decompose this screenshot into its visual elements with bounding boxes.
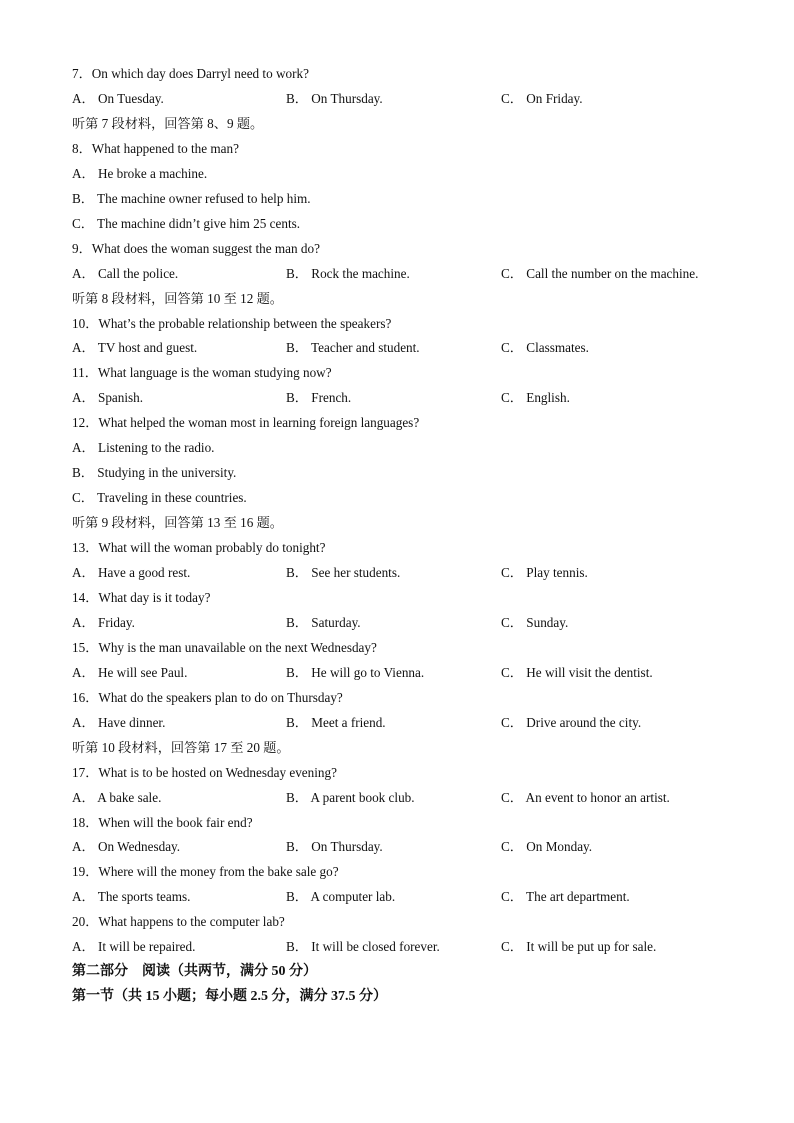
question-text: 10．What’s the probable relationship between the speakers? [72,315,392,331]
option-c: C． An event to honor an artist. [501,789,670,805]
option-b: B． A parent book club. [286,789,415,805]
option-a: A． On Wednesday. [72,839,181,855]
option-a: A． Friday. [72,614,135,630]
option-c: C． On Monday. [501,839,593,855]
option-c: C． Drive around the city. [501,714,642,730]
option-b: B． On Thursday. [286,90,383,106]
option-a: A． It will be repaired. [72,939,196,955]
option-line: A． He broke a machine. [72,165,208,181]
question-text: 12．What helped the woman most in learning foreign languages? [72,415,420,431]
option-line: B． The machine owner refused to help him. [72,190,311,206]
option-b: B． On Thursday. [286,839,383,855]
option-b: B． Rock the machine. [286,265,410,281]
question-text: 8．What happened to the man? [72,140,239,156]
option-c: C． He will visit the dentist. [501,664,653,680]
option-line: C． The machine didn’t give him 25 cents. [72,215,301,231]
option-b: B． A computer lab. [286,889,396,905]
question-text: 11．What language is the woman studying now? [72,365,332,381]
section-instruction: 听第 7 段材料，回答第 8、9 题。 [72,115,264,131]
option-b: B． French. [286,390,352,406]
option-a: A． Have a good rest. [72,565,191,580]
option-b: B． He will go to Vienna. [286,664,425,680]
option-a: A． TV host and guest. [72,340,198,356]
option-c: C． Classmates. [501,340,589,356]
option-line: A． Listening to the radio. [72,440,215,456]
option-c: C． Play tennis. [501,565,588,580]
part-heading: 第一节（共 15 小题；每小题 2.5 分，满分 37.5 分） [72,989,387,1005]
part-heading: 第二部分 阅读（共两节，满分 50 分） [72,964,317,980]
option-a: A． The sports teams. [72,889,191,905]
option-a: A． A bake sale. [72,789,162,805]
option-a: A． Call the police. [72,265,179,281]
question-text: 7．On which day does Darryl need to work? [72,66,309,81]
question-text: 15．Why is the man unavailable on the next Wednesday? [72,639,377,655]
option-c: C． The art department. [501,889,630,905]
question-text: 9．What does the woman suggest the man do? [72,240,320,256]
option-a: A． On Tuesday. [72,90,164,106]
option-a: A． Spanish. [72,390,144,406]
option-c: C． English. [501,390,570,406]
option-b: B． It will be closed forever. [286,939,440,955]
section-instruction: 听第 9 段材料，回答第 13 至 16 题。 [72,515,283,531]
option-b: B． See her students. [286,565,401,580]
option-a: A． Have dinner. [72,714,166,730]
option-b: B． Meet a friend. [286,714,386,730]
option-line: C． Traveling in these countries. [72,490,247,506]
question-text: 20．What happens to the computer lab? [72,914,285,930]
option-c: C． Sunday. [501,614,569,630]
option-b: B． Saturday. [286,614,361,630]
question-text: 18．When will the book fair end? [72,814,253,830]
question-text: 13．What will the woman probably do tonight? [72,540,326,556]
section-instruction: 听第 8 段材料，回答第 10 至 12 题。 [72,290,283,306]
question-text: 17．What is to be hosted on Wednesday evening? [72,764,337,780]
question-text: 16．What do the speakers plan to do on Thursday? [72,689,343,705]
section-instruction: 听第 10 段材料，回答第 17 至 20 题。 [72,739,290,755]
option-b: B． Teacher and student. [286,340,420,356]
question-text: 19．Where will the money from the bake sale go? [72,864,339,880]
question-text: 14．What day is it today? [72,589,211,605]
option-c: C． It will be put up for sale. [501,939,657,955]
option-c: C． On Friday. [501,90,583,106]
option-line: B． Studying in the university. [72,465,237,481]
option-c: C． Call the number on the machine. [501,265,699,281]
option-a: A． He will see Paul. [72,664,188,680]
